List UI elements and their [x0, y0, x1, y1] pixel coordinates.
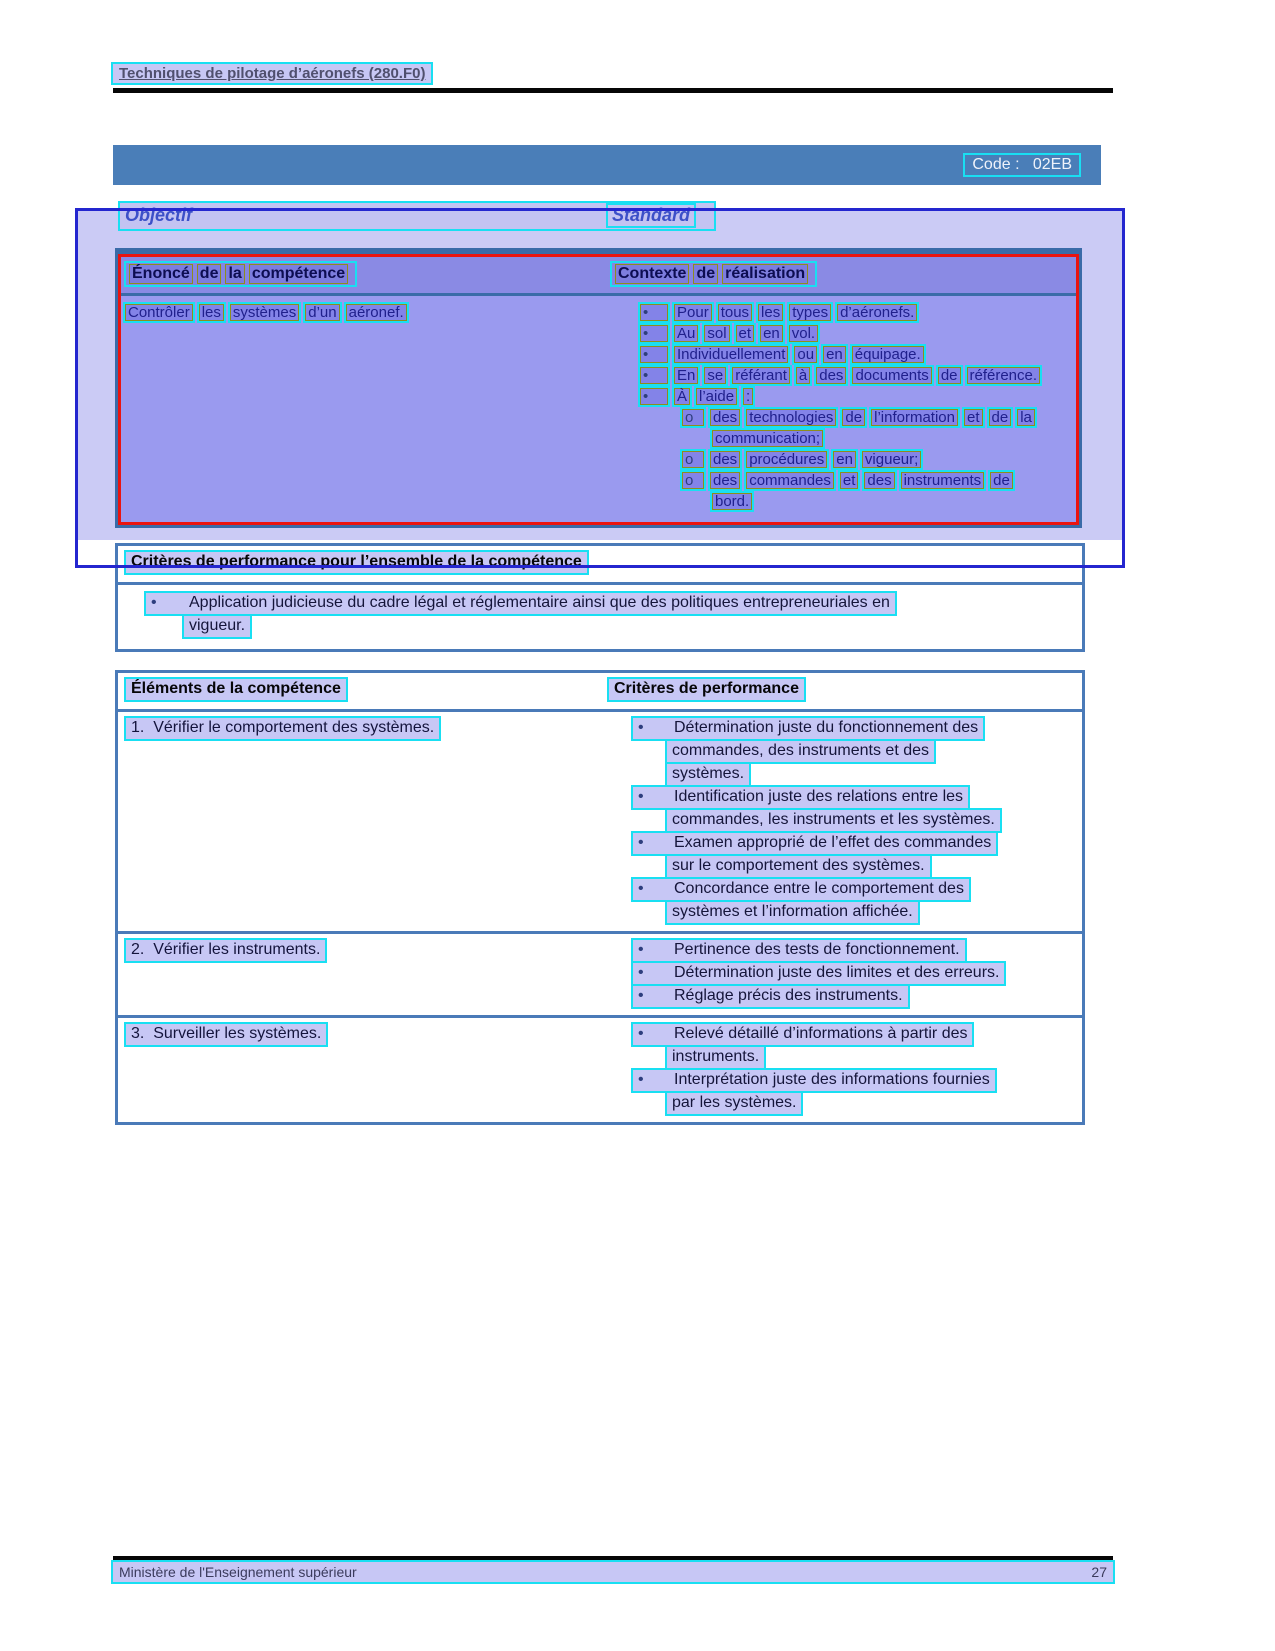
word-box: équipage.: [852, 346, 924, 363]
highlighted-line: [633, 787, 968, 808]
dot-bullet-icon: •: [638, 880, 644, 897]
criteria-line: [609, 902, 1082, 925]
word-box: Contrôler: [125, 304, 193, 321]
word-box: l’information: [871, 409, 958, 426]
word-box: de: [938, 367, 961, 384]
criteria-line: [609, 1024, 1082, 1047]
word-box: documents: [852, 367, 931, 384]
word-box: commandes: [746, 472, 834, 489]
table-row: [118, 931, 1082, 1015]
criteria-line: [609, 810, 1082, 833]
line-text: Examen approprié de l’effet des commandes: [674, 834, 992, 851]
highlighted-line: [633, 718, 983, 739]
contexte-line: [612, 451, 1076, 472]
criteria-line: [609, 764, 1082, 787]
contexte-line: [612, 493, 1076, 514]
highlighted-line: [633, 833, 996, 854]
word-box: l’aide: [696, 388, 737, 405]
dot-bullet-icon: •: [638, 941, 644, 958]
word-box: types: [789, 304, 831, 321]
highlighted-line: [667, 1047, 764, 1068]
word-box: et: [964, 409, 983, 426]
word-box: référant: [732, 367, 790, 384]
highlighted-line: [126, 1024, 326, 1045]
elements-table: [115, 670, 1085, 1125]
element-text: 1. Vérifier le comportement des systèmes.: [131, 719, 435, 736]
word-box: Pour: [674, 304, 712, 321]
circle-bullet-icon: o: [682, 472, 704, 489]
highlighted-line: [667, 856, 930, 877]
criteria-line: [609, 1070, 1082, 1093]
criteria-line: [609, 856, 1082, 879]
word-box: À: [674, 388, 690, 405]
contexte-line: [612, 367, 1076, 388]
word-box: la: [1017, 409, 1035, 426]
highlighted-line: [633, 986, 908, 1007]
word-box: instruments: [901, 472, 985, 489]
word-box: compétence: [249, 264, 348, 284]
line-text: instruments.: [672, 1048, 760, 1065]
element-text: 2. Vérifier les instruments.: [131, 941, 321, 958]
word-box: procédures: [746, 451, 827, 468]
line-text: Détermination juste des limites et des erreurs.: [674, 964, 1000, 981]
table-row: [118, 712, 1082, 931]
code-badge: Code : 02EB: [963, 153, 1081, 177]
word-box: de: [693, 264, 718, 284]
line-text: par les systèmes.: [672, 1094, 797, 1111]
dot-bullet-icon: •: [640, 346, 668, 363]
highlighted-line: [633, 963, 1004, 984]
criteria-cell: [609, 712, 1082, 931]
contexte-line: [612, 325, 1076, 346]
header-rule: [113, 88, 1113, 93]
word-box: en: [823, 346, 846, 363]
line-text: Pertinence des tests de fonctionnement.: [674, 941, 960, 958]
word-box: technologies: [746, 409, 836, 426]
word-box: de: [990, 472, 1013, 489]
word-box: vigueur;: [862, 451, 921, 468]
criteria-line: [118, 616, 1082, 639]
word-box: Individuellement: [674, 346, 788, 363]
circle-bullet-icon: o: [682, 451, 704, 468]
criteria-line: [609, 833, 1082, 856]
line-text: Identification juste des relations entre les: [674, 788, 964, 805]
word-box: les: [199, 304, 224, 321]
footer-ministry: Ministère de l'Enseignement supérieur: [119, 1564, 357, 1580]
word-box: des: [710, 451, 740, 468]
word-box: en: [833, 451, 856, 468]
element-cell: [118, 712, 609, 931]
column-header-contexte: [612, 263, 815, 285]
contexte-line: [612, 304, 1076, 325]
highlighted-line: [667, 902, 918, 923]
word-box: Contexte: [615, 264, 689, 284]
element-cell: [118, 1018, 609, 1122]
word-box: la: [225, 264, 244, 284]
word-box: les: [758, 304, 783, 321]
highlighted-line: [633, 1070, 995, 1091]
word-box: de: [842, 409, 865, 426]
title-banner: [113, 145, 1101, 185]
competence-table-red-annotation: [118, 254, 1079, 525]
contexte-cell: [612, 304, 1076, 514]
line-text: systèmes et l’information affichée.: [672, 903, 913, 920]
table-row: [118, 1015, 1082, 1122]
criteria-line: [609, 741, 1082, 764]
highlighted-line: [184, 616, 250, 637]
contexte-line: [612, 346, 1076, 367]
dot-bullet-icon: •: [638, 834, 644, 851]
highlighted-line: [667, 810, 1000, 831]
criteria-line: [609, 879, 1082, 902]
word-box: :: [743, 388, 753, 405]
word-box: En: [674, 367, 698, 384]
line-text: commandes, des instruments et des: [672, 742, 930, 759]
competence-table: [115, 248, 1082, 528]
dot-bullet-icon: •: [640, 367, 668, 384]
contexte-line: [612, 409, 1076, 430]
elements-table-body: [118, 712, 1082, 1122]
criteria-line: [118, 593, 1082, 616]
competence-table-header-row: [121, 257, 1076, 293]
circle-bullet-icon: o: [682, 409, 704, 426]
highlighted-line: [633, 879, 969, 900]
highlighted-line: [126, 718, 439, 739]
dot-bullet-icon: •: [640, 325, 668, 342]
word-box: des: [864, 472, 894, 489]
contexte-line: [612, 472, 1076, 493]
criteria-line: [609, 787, 1082, 810]
overall-criteria-header-row: [118, 546, 1082, 582]
word-box: d’aéronefs.: [837, 304, 917, 321]
dot-bullet-icon: •: [640, 304, 668, 321]
word-box: vol.: [789, 325, 818, 342]
dot-bullet-icon: •: [151, 594, 157, 611]
word-box: ou: [794, 346, 817, 363]
overall-criteria-header: Critères de performance pour l’ensemble de la compétence: [126, 552, 587, 573]
section-heading-strip: [120, 203, 714, 229]
page-title: Techniques de pilotage d’aéronefs (280.F0): [113, 64, 431, 83]
line-text: Relevé détaillé d’informations à partir des: [674, 1025, 968, 1042]
line-text: vigueur.: [189, 617, 246, 634]
word-box: à: [796, 367, 810, 384]
word-box: Énoncé: [129, 264, 193, 284]
criteria-line: [609, 940, 1082, 963]
line-text: Interprétation juste des informations fournies: [674, 1071, 990, 1088]
enonce-cell: [125, 304, 413, 325]
element-text: 3. Surveiller les systèmes.: [131, 1025, 322, 1042]
highlighted-line: [667, 741, 934, 762]
word-box: de: [989, 409, 1012, 426]
criteria-line: [609, 1093, 1082, 1116]
word-box: sol: [704, 325, 729, 342]
running-header: [113, 64, 431, 83]
word-box: en: [760, 325, 783, 342]
word-box: des: [710, 409, 740, 426]
heading-standard: Standard: [608, 205, 694, 226]
criteria-line: [609, 986, 1082, 1009]
word-box: se: [704, 367, 726, 384]
dot-bullet-icon: •: [638, 719, 644, 736]
page-number: 27: [1091, 1564, 1107, 1580]
word-box: et: [736, 325, 755, 342]
highlighted-line: [667, 1093, 801, 1114]
word-box: aéronef.: [346, 304, 407, 321]
footer: [113, 1562, 1113, 1582]
word-box: communication;: [712, 430, 823, 447]
overall-criteria-section: [115, 543, 1085, 652]
line-text: Application judicieuse du cadre légal et réglementaire ainsi que des politiques entrepreneuriales en: [189, 594, 890, 611]
criteria-cell: [609, 934, 1082, 1015]
highlighted-line: [146, 593, 895, 614]
word-box: de: [197, 264, 222, 284]
footer-rule: [113, 1556, 1113, 1560]
elements-table-header-row: [118, 673, 1082, 709]
line-text: commandes, les instruments et les systèmes.: [672, 811, 995, 828]
dot-bullet-icon: •: [638, 964, 644, 981]
contexte-line: [612, 388, 1076, 409]
heading-objectif: Objectif: [125, 205, 193, 225]
line-text: Concordance entre le comportement des: [674, 880, 964, 897]
word-box: tous: [718, 304, 752, 321]
highlighted-line: [126, 940, 325, 961]
competence-table-body: [121, 296, 1076, 522]
dot-bullet-icon: •: [638, 788, 644, 805]
word-box: bord.: [712, 493, 752, 510]
word-box: des: [816, 367, 846, 384]
criteria-line: [609, 1047, 1082, 1070]
word-box: référence.: [967, 367, 1041, 384]
column-header-enonce: [126, 263, 355, 285]
dot-bullet-icon: •: [640, 388, 668, 405]
word-box: systèmes: [230, 304, 299, 321]
word-box: et: [840, 472, 859, 489]
column-header-criteres: Critères de performance: [609, 679, 804, 700]
highlighted-line: [667, 764, 749, 785]
word-box: Au: [674, 325, 698, 342]
highlighted-line: [633, 940, 965, 961]
column-header-elements: Éléments de la compétence: [126, 679, 346, 700]
highlighted-line: [633, 1024, 972, 1045]
dot-bullet-icon: •: [638, 1025, 644, 1042]
dot-bullet-icon: •: [638, 987, 644, 1004]
criteria-line: [609, 963, 1082, 986]
word-box: d’un: [305, 304, 339, 321]
line-text: Détermination juste du fonctionnement des: [674, 719, 979, 736]
element-cell: [118, 934, 609, 1015]
line-text: systèmes.: [672, 765, 745, 782]
overall-criteria-body: [118, 585, 1082, 649]
contexte-line: [612, 430, 1076, 451]
line-text: sur le comportement des systèmes.: [672, 857, 925, 874]
word-box: réalisation: [722, 264, 808, 284]
dot-bullet-icon: •: [638, 1071, 644, 1088]
word-box: des: [710, 472, 740, 489]
criteria-line: [609, 718, 1082, 741]
line-text: Réglage précis des instruments.: [674, 987, 903, 1004]
criteria-cell: [609, 1018, 1082, 1122]
